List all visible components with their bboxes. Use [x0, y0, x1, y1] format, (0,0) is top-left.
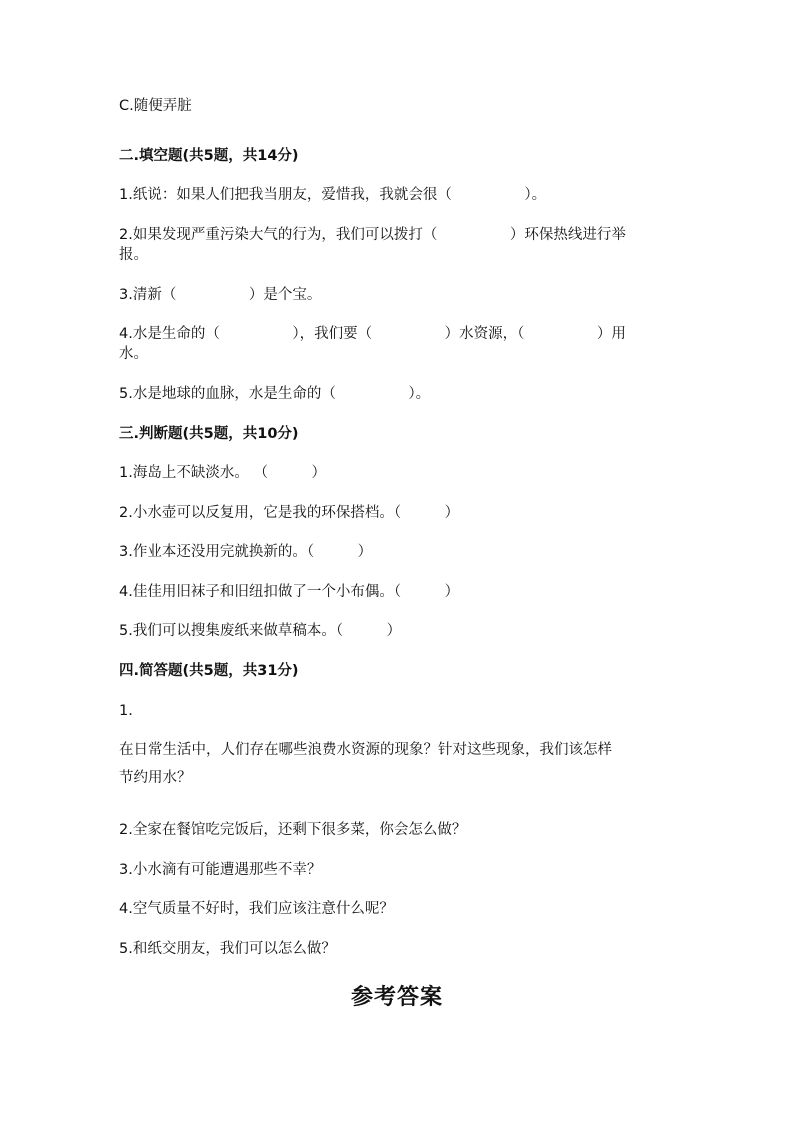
judge-question-2: 2.小水壶可以反复用，它是我的环保搭档。（ ） [119, 505, 460, 521]
fill-question-3: 3.清新（ ）是个宝。 [119, 287, 322, 303]
section-short-answer-heading: 四.简答题(共5题，共31分) [119, 663, 299, 679]
short-question-2: 2.全家在餐馆吃完饭后，还剩下很多菜，你会怎么做？ [119, 822, 467, 838]
fill-question-2-line-2: 报。 [119, 247, 148, 263]
short-question-1-number: 1. [119, 703, 133, 719]
section-judgement-heading: 三.判断题(共5题，共10分) [119, 426, 299, 442]
short-question-1-line-1: 在日常生活中，人们存在哪些浪费水资源的现象？针对这些现象，我们该怎样 [119, 742, 612, 758]
fill-question-1: 1.纸说：如果人们把我当朋友，爱惜我，我就会很（ ）。 [119, 187, 547, 203]
short-question-1-line-2: 节约用水？ [119, 770, 192, 786]
answer-key-title: 参考答案 [350, 984, 443, 1010]
fill-question-2-line-1: 2.如果发现严重污染大气的行为，我们可以拨打（ ）环保热线进行举 [119, 227, 626, 243]
fill-question-5: 5.水是地球的血脉，水是生命的（ ）。 [119, 386, 431, 402]
option-c: C.随便弄脏 [119, 98, 192, 114]
judge-question-4: 4.佳佳用旧袜子和旧纽扣做了一个小布偶。（ ） [119, 584, 460, 600]
fill-question-4-line-1: 4.水是生命的（ ），我们要（ ）水资源，（ ）用 [119, 326, 626, 342]
short-question-3: 3.小水滴有可能遭遇那些不幸？ [119, 862, 322, 878]
section-fill-blank-heading: 二.填空题(共5题，共14分) [119, 148, 299, 164]
short-question-5: 5.和纸交朋友，我们可以怎么做？ [119, 941, 336, 957]
judge-question-5: 5.我们可以搜集废纸来做草稿本。（ ） [119, 623, 402, 639]
fill-question-4-line-2: 水。 [119, 346, 148, 362]
judge-question-1: 1.海岛上不缺淡水。 （ ） [119, 465, 326, 481]
judge-question-3: 3.作业本还没用完就换新的。（ ） [119, 544, 373, 560]
short-question-4: 4.空气质量不好时，我们应该注意什么呢？ [119, 901, 394, 917]
